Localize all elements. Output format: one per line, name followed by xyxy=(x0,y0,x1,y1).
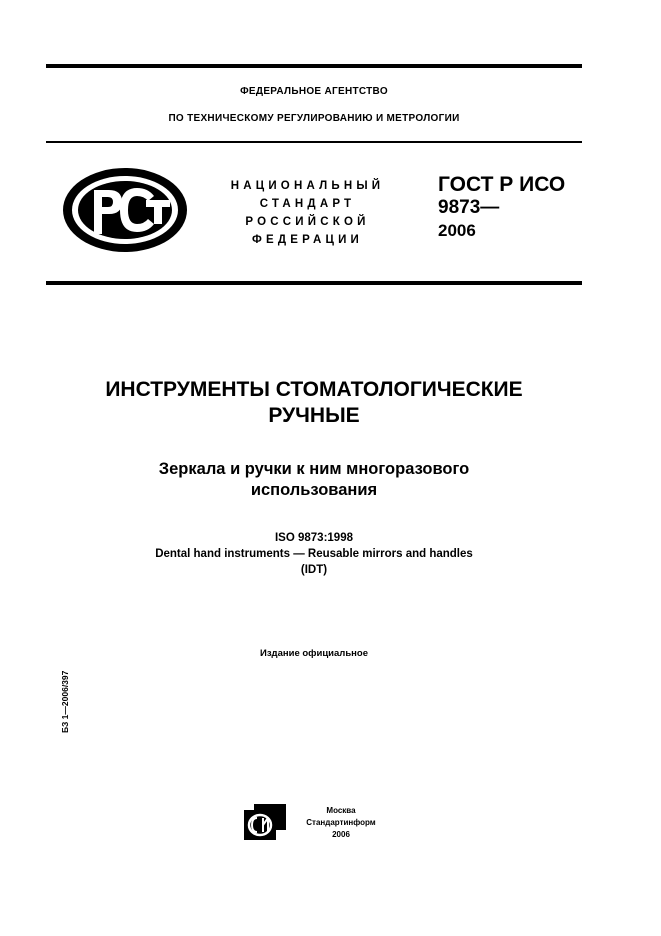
title-line-2: РУЧНЫЕ xyxy=(268,404,360,427)
document-subtitle xyxy=(76,459,552,501)
subtitle-line-1: Зеркала и ручки к ним многоразового xyxy=(158,460,470,478)
publisher-name: Стандартинформ xyxy=(306,818,376,827)
document-title xyxy=(46,377,582,429)
iso-number: ISO 9873:1998 xyxy=(274,532,353,544)
national-line-1: НАЦИОНАЛЬНЫЙ xyxy=(230,180,385,192)
gost-year: 2006 xyxy=(438,221,476,240)
title-line-1: ИНСТРУМЕНТЫ СТОМАТОЛОГИЧЕСКИЕ xyxy=(105,378,523,401)
top-rule xyxy=(46,64,582,68)
subtitle-line-2: использования xyxy=(250,481,378,499)
national-line-2: СТАНДАРТ xyxy=(259,198,356,210)
national-standard-label xyxy=(205,177,410,249)
standartinform-logo-icon xyxy=(244,804,286,840)
block-rule xyxy=(46,281,582,285)
national-line-4: ФЕДЕРАЦИИ xyxy=(251,234,364,246)
publisher-year: 2006 xyxy=(332,830,350,839)
header-rule xyxy=(46,141,582,143)
iso-english-title: Dental hand instruments — Reusable mirrors and handles xyxy=(155,548,473,560)
gost-number: 9873— xyxy=(438,197,500,218)
agency-line-2: ПО ТЕХНИЧЕСКОМУ РЕГУЛИРОВАНИЮ И МЕТРОЛОГИИ xyxy=(168,113,460,124)
publisher-city: Москва xyxy=(326,806,356,815)
iso-reference xyxy=(46,530,582,578)
rst-logo-icon xyxy=(62,166,188,254)
national-line-3: РОССИЙСКОЙ xyxy=(245,216,370,228)
iso-degree: (IDT) xyxy=(300,564,328,576)
edition-label: Издание официальное xyxy=(260,648,368,659)
gost-designation: ГОСТ Р ИСО xyxy=(438,173,566,196)
side-code: БЗ 1—2006/397 xyxy=(60,670,70,733)
agency-line-1: ФЕДЕРАЛЬНОЕ АГЕНТСТВО xyxy=(240,86,388,97)
